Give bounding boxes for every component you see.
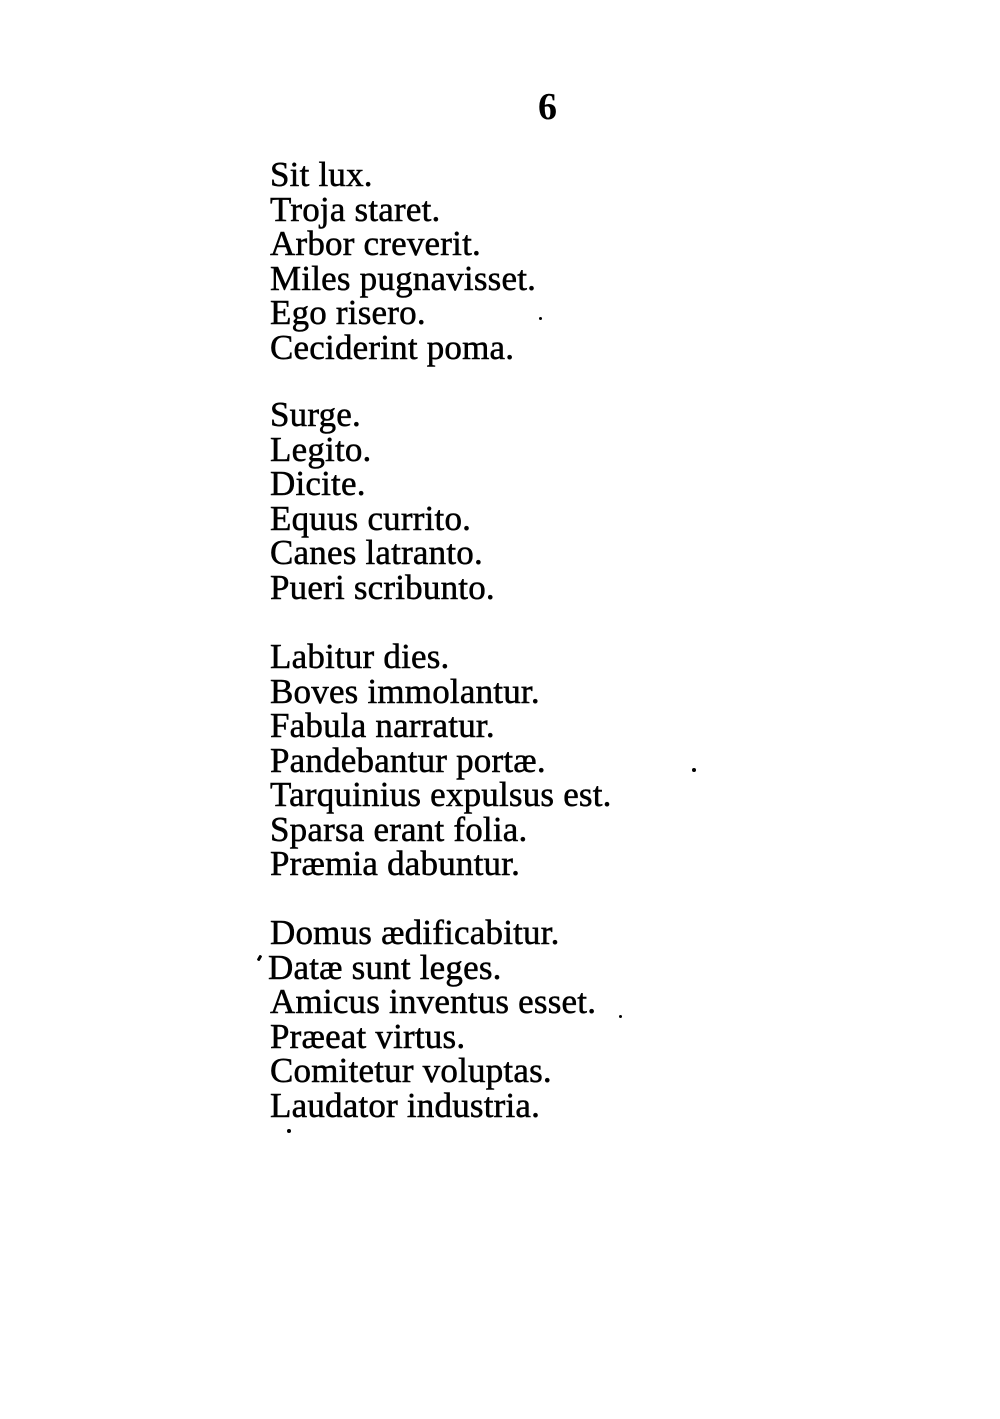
sentence-line: Fabula narratur. xyxy=(270,706,495,745)
sentence-line: Domus ædificabitur. xyxy=(270,913,560,952)
sentence-line: Legito. xyxy=(270,429,372,469)
sentence-line: Comitetur voluptas. xyxy=(270,1051,552,1090)
print-speck xyxy=(619,1015,622,1018)
sentence-group-2 xyxy=(270,395,730,607)
sentence-line: Pueri scribunto. xyxy=(270,567,495,607)
sentence-line: Ceciderint poma. xyxy=(270,327,515,367)
sentence-line: Datæ sunt leges. xyxy=(268,947,502,987)
sentence-group-4 xyxy=(268,913,730,1125)
print-speck xyxy=(257,955,263,962)
sentence-line: Troja staret. xyxy=(270,189,441,229)
sentence-line: Ego risero. xyxy=(270,293,426,332)
print-speck xyxy=(539,317,542,320)
sentence-line: Miles pugnavisset. xyxy=(270,258,537,298)
sentence-line: Pandebantur portæ. xyxy=(270,740,546,780)
sentence-line: Canes latranto. xyxy=(270,533,483,572)
sentence-line: Arbor creverit. xyxy=(270,224,481,263)
sentence-line: Tarquinius expulsus est. xyxy=(270,775,612,814)
sentence-group-3 xyxy=(270,637,730,883)
page-number: 6 xyxy=(538,86,557,128)
sentence-line: Equus currito. xyxy=(270,498,472,538)
sentence-line: Labitur dies. xyxy=(270,637,450,676)
sentence-line: Præeat virtus. xyxy=(270,1016,466,1056)
sentence-group-1 xyxy=(270,155,730,367)
sentence-line: Sparsa erant folia. xyxy=(270,809,528,849)
sentence-line: Surge. xyxy=(270,395,361,434)
sentence-line: Laudator industria. xyxy=(270,1085,541,1125)
sentence-line: Dicite. xyxy=(270,464,366,503)
sentence-line: Sit lux. xyxy=(270,155,373,194)
print-speck xyxy=(692,768,696,772)
print-speck xyxy=(287,1129,291,1133)
sentence-line: Amicus inventus esset. xyxy=(270,982,597,1021)
sentence-line: Præmia dabuntur. xyxy=(270,844,521,883)
sentence-line: Boves immolantur. xyxy=(270,671,540,711)
